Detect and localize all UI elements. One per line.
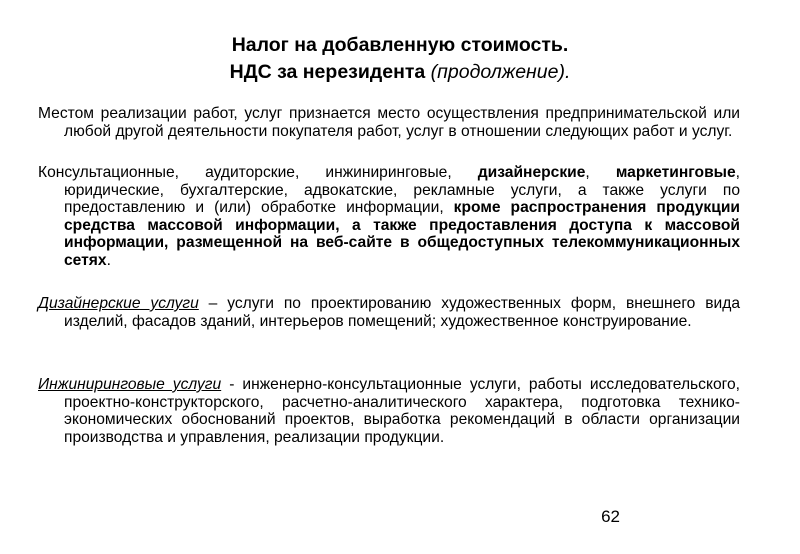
page-number: 62 [601, 507, 620, 526]
paragraph-engineering-services [38, 376, 740, 446]
paragraph-2-sep1: , [585, 164, 616, 181]
paragraph-2-design: дизайнерские [477, 164, 586, 181]
title-line-2-bold: НДС за нерезидента [229, 61, 426, 83]
title-line-2 [0, 59, 800, 86]
title-continuation: (продолжение). [425, 61, 571, 83]
paragraph-2-end: . [106, 251, 111, 269]
paragraph-1-lead: Местом реализации работ, услуг признается место осуществления [38, 105, 539, 122]
engineering-services-text: - инженерно-консультационные услуги, работы исследовательского, проектно-конструкторского, расчетно-аналитического характера, подготовка технико-экономических обоснований проектов, выработка рекомендаций в области организации производства и управления, реализации продукции. [64, 376, 741, 446]
paragraph-2-marketing: маркетинговые [615, 164, 736, 181]
design-services-text: – услуги по проектированию художественных форм, внешнего вида изделий, фасадов зданий, интерьеров помещений; художественное конструирование. [64, 295, 740, 330]
design-services-term: Дизайнерские услуги [38, 295, 199, 312]
paragraph-1-rest: предпринимательской или любой другой деятельности покупателя работ, услуг в отношении следующих работ и услуг. [64, 105, 741, 140]
paragraph-2-text: , юридические, бухгалтерские, адвокатские, рекламные услуги, а также услуги по предоставлению и (или) обработке информации, [64, 164, 740, 217]
engineering-services-term: Инжиниринговые услуги [38, 376, 222, 393]
slide-title [0, 32, 800, 86]
title-line-1: Налог на добавленную стоимость. [231, 34, 569, 56]
paragraph-2-lead: Консультационные, аудиторские, инжиниринговые, [38, 164, 478, 181]
paragraph-2-exception: кроме распространения продукции средства массовой информации, а также предоставления доступа к массовой информации, размещенной на веб-сайте в общедоступных телекоммуникационных сетях [64, 199, 740, 269]
paragraph-place-of-sale [38, 105, 740, 140]
paragraph-design-services [38, 295, 740, 330]
paragraph-services-list [38, 164, 740, 270]
